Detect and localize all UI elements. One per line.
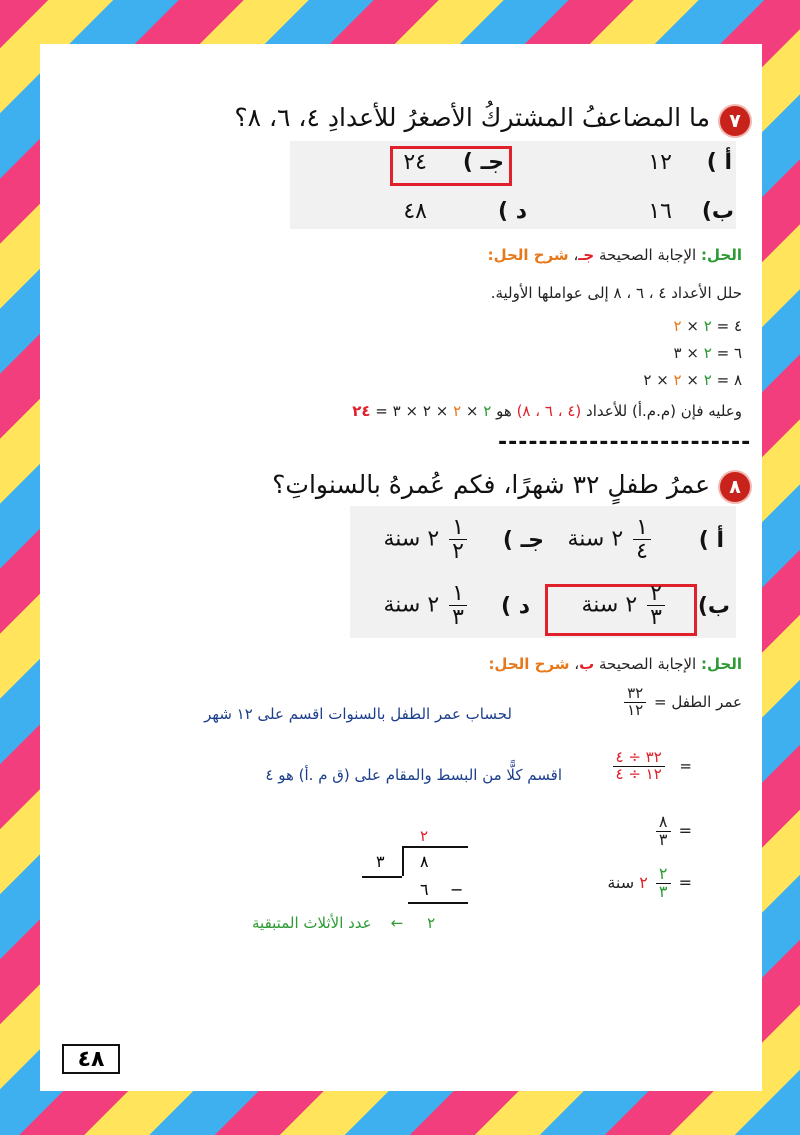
denominator: ٢ (452, 539, 464, 565)
age-label: عمر الطفل = (654, 692, 742, 711)
q8-option-d-letter[interactable]: د ) (500, 594, 530, 619)
question-7-text: ما المضاعفُ المشتركُ الأصغرُ للأعدادِ ٤، ٦، ٨؟ (234, 103, 710, 132)
conclusion-result: ٢٤ (352, 402, 371, 420)
final-fraction (656, 866, 671, 901)
q8-option-c-fraction (449, 516, 467, 563)
division-remainder: ٢ (427, 914, 436, 932)
division-bottom-stub (362, 876, 402, 878)
numerator: ٢ (647, 582, 665, 606)
conclusion-mid: هو (496, 402, 512, 420)
q7-factor-line-8 (643, 371, 742, 389)
factor-left: ٤ = (716, 317, 742, 335)
equals: = (679, 756, 692, 775)
factor-op: × (686, 317, 699, 335)
q8-step-reduce (603, 750, 692, 783)
factor-left: ٨ = (716, 371, 742, 389)
unit: سنة (581, 592, 619, 618)
numerator: ١ (633, 516, 651, 540)
q8-option-b-fraction (647, 582, 665, 629)
q7-option-c-value: ٢٤ (403, 150, 427, 175)
division-top-line (402, 846, 468, 848)
q7-option-a-letter[interactable]: أ ) (706, 150, 732, 175)
q8-note-divide-12: لحساب عمر الطفل بالسنوات اقسم على ١٢ شهر (204, 705, 512, 723)
q7-factor-line-6 (674, 344, 742, 362)
worksheet-page (40, 44, 762, 1091)
conclusion-times: × (435, 402, 449, 420)
q8-option-a-value (567, 516, 654, 563)
answer-text: الإجابة الصحيحة (599, 246, 697, 264)
long-division (360, 824, 480, 914)
q8-option-c-letter[interactable]: جـ ) (502, 528, 544, 553)
q8-option-d-value (383, 582, 470, 629)
whole: ٢ (427, 592, 440, 618)
factor-1: ٢ (703, 344, 712, 362)
whole: ٢ (427, 526, 440, 552)
q8-option-a-letter[interactable]: أ ) (698, 528, 724, 553)
denominator: ٣ (658, 881, 668, 901)
solution-label: الحل: (701, 246, 742, 264)
remainder-label: عدد الأثلاث المتبقية (252, 914, 372, 932)
conclusion-equals: = (375, 402, 388, 420)
remainder-row (252, 914, 435, 932)
denominator: ٣ (650, 605, 662, 631)
page-number-text: ٤٨ (77, 1046, 105, 1072)
q7-option-b-letter[interactable]: ب) (701, 199, 734, 224)
question-8-badge (720, 472, 750, 502)
unit: سنة (383, 592, 421, 618)
solution-label: الحل: (701, 655, 742, 673)
division-divisor: ٣ (376, 852, 385, 871)
denominator: ٣ (452, 605, 464, 631)
factor-1: ٢ (703, 317, 712, 335)
factor-op: × (656, 371, 669, 389)
q7-option-d-value: ٤٨ (403, 199, 427, 224)
question-8-text: عمرُ طفلٍ ٣٢ شهرًا، فكم عُمرهُ بالسنواتِ؟ (272, 470, 710, 499)
explain-label: شرح الحل: (487, 246, 569, 264)
factor-2: ٣ (673, 344, 682, 362)
whole: ٢ (611, 526, 624, 552)
factor-op: × (686, 371, 699, 389)
division-side-line (402, 846, 404, 876)
numerator: ١ (449, 516, 467, 540)
question-7-number: ٧ (729, 110, 741, 132)
factor-2: ٢ (673, 317, 682, 335)
q7-option-d-letter[interactable]: د ) (497, 199, 527, 224)
q7-solution-intro: حلل الأعداد ٤ ، ٦ ، ٨ إلى عواملها الأولية. (490, 284, 742, 302)
improper-fraction (656, 814, 671, 849)
q7-option-c-letter[interactable]: جـ ) (462, 150, 504, 175)
age-fraction (624, 686, 646, 719)
numerator: ٣٢ ÷ ٤ (613, 750, 665, 767)
factor-left: ٦ = (716, 344, 742, 362)
q8-solution-header: الحل: الإجابة الصحيحة ب، شرح الحل: (488, 655, 742, 673)
answer-letter: جـ (578, 246, 595, 264)
reduce-fraction (606, 750, 672, 783)
q7-option-b-value: ١٦ (648, 199, 672, 224)
conclusion-times: × (465, 402, 479, 420)
question-7-badge (720, 106, 750, 136)
factor-1: ٢ (703, 371, 712, 389)
conclusion-factor: ٢ (453, 402, 462, 420)
q7-conclusion (352, 402, 742, 420)
denominator: ١٢ ÷ ٤ (615, 764, 662, 783)
q8-option-d-fraction (449, 582, 467, 629)
q8-option-c-value (383, 516, 470, 563)
unit: سنة (383, 526, 421, 552)
page-number (62, 1044, 120, 1074)
q8-step-improper (653, 814, 692, 849)
conclusion-factor: ٢ (483, 402, 492, 420)
equals: = (678, 872, 692, 892)
whole: ٢ (625, 592, 638, 618)
q8-option-a-fraction (633, 516, 651, 563)
arrow-icon: ← (390, 914, 404, 932)
q7-factor-line-4 (674, 317, 742, 335)
final-whole: ٢ (639, 872, 648, 892)
unit: سنة (567, 526, 605, 552)
q8-option-b-letter[interactable]: ب) (697, 594, 730, 619)
conclusion-factor: ٣ (392, 402, 401, 420)
conclusion-times: × (405, 402, 419, 420)
denominator: ١٢ (627, 700, 644, 719)
section-divider: ------------------------- (498, 430, 752, 455)
q8-age-equation (621, 686, 742, 719)
q8-note-gcd: اقسم كلًّا من البسط والمقام على (ق م .أ) هو ٤ (265, 766, 562, 784)
denominator: ٤ (636, 539, 648, 565)
factor-op: × (686, 344, 699, 362)
division-dividend: ٨ (420, 852, 429, 871)
q7-option-a-value: ١٢ (648, 150, 672, 175)
division-result-line (408, 902, 468, 904)
denominator: ٣ (658, 829, 668, 849)
conclusion-factor: ٢ (422, 402, 431, 420)
factor-3: ٢ (643, 371, 652, 389)
answer-letter: ب (579, 655, 595, 673)
numerator: ٣٢ (624, 686, 646, 703)
division-quotient: ٢ (420, 827, 429, 845)
q8-step-final (607, 866, 692, 901)
final-unit: سنة (607, 872, 635, 892)
explain-label: شرح الحل: (488, 655, 570, 673)
factor-2: ٢ (673, 371, 682, 389)
q7-solution-header: الحل: الإجابة الصحيحة جـ، شرح الحل: (487, 246, 742, 264)
answer-text: الإجابة الصحيحة (599, 655, 697, 673)
q8-option-b-value (581, 582, 668, 629)
division-subtract: ٦ (420, 880, 429, 899)
conclusion-prefix: وعليه فإن (م.م.أ) للأعداد (586, 402, 742, 420)
conclusion-nums: (٤ ، ٦ ، ٨) (516, 402, 582, 420)
numerator: ٨ (656, 814, 671, 832)
numerator: ٢ (656, 866, 671, 884)
division-minus: − (450, 880, 464, 899)
equals: = (678, 820, 692, 840)
question-8-number: ٨ (729, 476, 741, 498)
numerator: ١ (449, 582, 467, 606)
